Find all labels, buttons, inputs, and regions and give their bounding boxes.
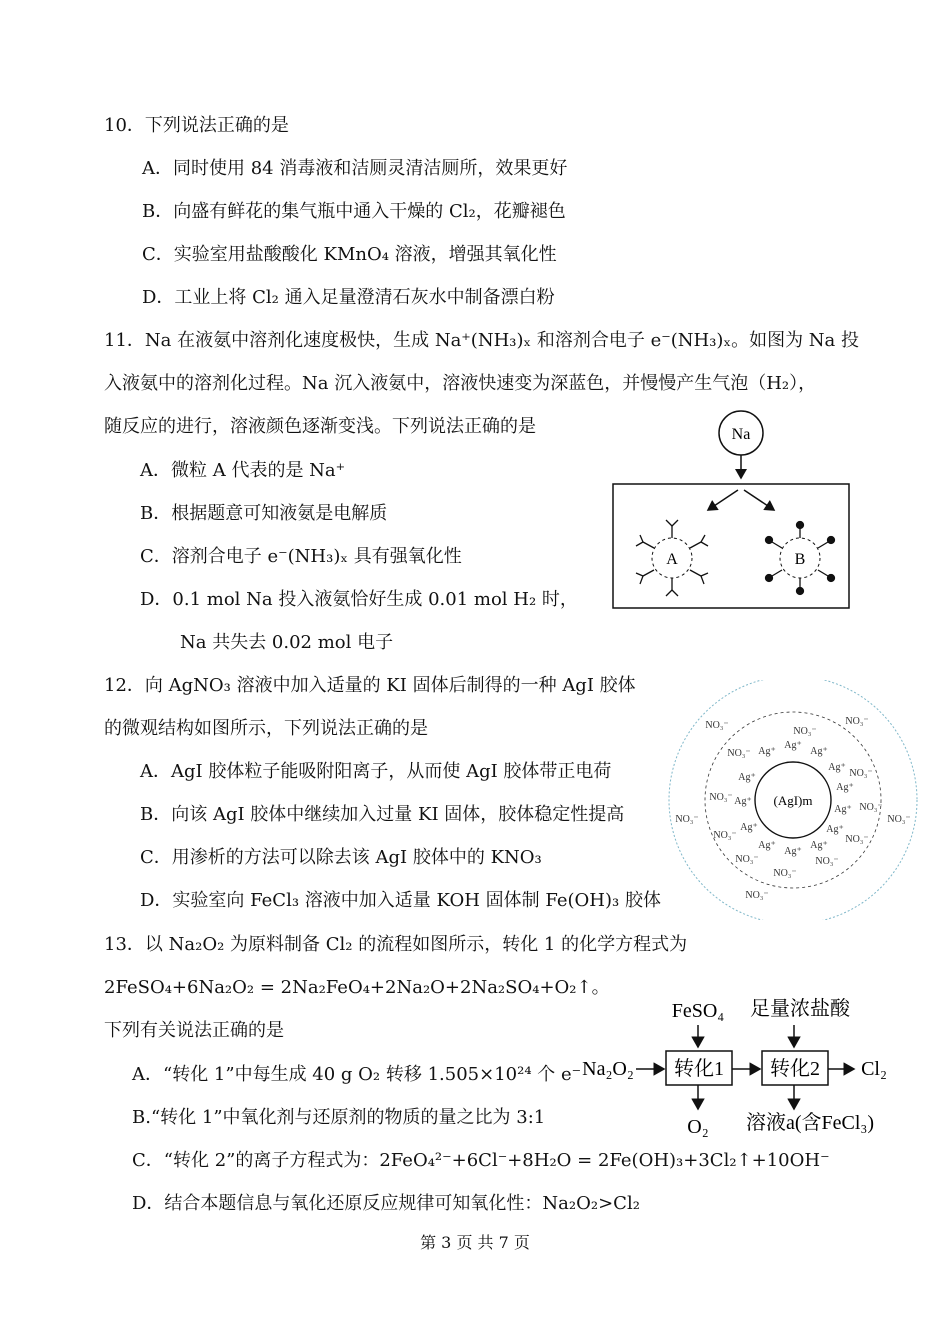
- no3-ion: NO₃⁻: [859, 802, 883, 813]
- particle-a-label: A: [666, 551, 678, 568]
- q13-option-a: A．“转化 1”中每生成 40 g O₂ 转移 1.505×10²⁴ 个 e⁻: [132, 1064, 582, 1085]
- no3-ion: NO₃⁻: [845, 716, 869, 727]
- no3-ion: NO₃⁻: [887, 814, 911, 825]
- page-footer: 第 3 页 共 7 页: [420, 1233, 530, 1252]
- q10-stem: 10．下列说法正确的是: [104, 115, 289, 136]
- ag-ion: Ag⁺: [826, 824, 844, 835]
- q13-stem-line-3: 下列有关说法正确的是: [104, 1020, 284, 1041]
- no3-ion: NO₃⁻: [713, 830, 737, 841]
- no3-ion: NO₃⁻: [745, 890, 769, 901]
- no3-ion: NO₃⁻: [845, 834, 869, 845]
- ag-ion: Ag⁺: [784, 740, 802, 751]
- transformation-2-label: 转化2: [770, 1058, 820, 1080]
- liquid-ammonia-box: [613, 484, 849, 608]
- q12-stem-line-1: 12．向 AgNO₃ 溶液中加入适量的 KI 固体后制得的一种 AgI 胶体: [104, 675, 636, 696]
- transformation-1-label: 转化1: [674, 1058, 724, 1080]
- reagent-conc-hcl: 足量浓盐酸: [750, 998, 850, 1020]
- ag-ion: Ag⁺: [758, 746, 776, 757]
- no3-ion: NO₃⁻: [815, 856, 839, 867]
- no3-ion: NO₃⁻: [735, 854, 759, 865]
- q11-stem-line-2: 入液氨中的溶剂化过程。Na 沉入液氨中，溶液快速变为深蓝色，并慢慢产生气泡（H₂），: [104, 373, 817, 394]
- q11-option-c: C．溶剂合电子 e⁻(NH₃)ₓ 具有强氧化性: [140, 546, 462, 567]
- ag-ion: Ag⁺: [758, 840, 776, 851]
- q12-stem-line-2: 的微观结构如图所示，下列说法正确的是: [104, 718, 428, 739]
- q12-agi-colloid-figure: [667, 680, 919, 920]
- q11-solvation-figure: [610, 408, 855, 610]
- ag-ion: Ag⁺: [734, 796, 752, 807]
- ag-ion: Ag⁺: [828, 762, 846, 773]
- q13-equation: 2FeSO₄+6Na₂O₂ = 2Na₂FeO₄+2Na₂O+2Na₂SO₄+O₂↑。: [104, 977, 610, 998]
- q10-option-d: D．工业上将 Cl₂ 通入足量澄清石灰水中制备漂白粉: [142, 287, 555, 308]
- ag-ion: Ag⁺: [810, 840, 828, 851]
- q11-stem-line-1: 11．Na 在液氨中溶剂化速度极快，生成 Na⁺(NH₃)ₓ 和溶剂合电子 e⁻(NH₃)ₓ。如图为 Na 投: [104, 330, 860, 351]
- q12-option-a: A．AgI 胶体粒子能吸附阳离子，从而使 AgI 胶体带正电荷: [140, 761, 612, 782]
- q11-option-a: A．微粒 A 代表的是 Na⁺: [140, 460, 346, 481]
- no3-ion: NO₃⁻: [849, 768, 873, 779]
- no3-ion: NO₃⁻: [675, 814, 699, 825]
- particle-b-label: B: [794, 551, 806, 568]
- no3-ion: NO₃⁻: [727, 748, 751, 759]
- q13-stem-line-1: 13．以 Na₂O₂ 为原料制备 Cl₂ 的流程如图所示，转化 1 的化学方程式为: [104, 934, 688, 955]
- q12-option-b: B．向该 AgI 胶体中继续加入过量 KI 固体，胶体稳定性提高: [140, 804, 625, 825]
- reagent-feso4: FeSO₄: [671, 1000, 725, 1022]
- byproduct-o2: O₂: [687, 1116, 709, 1138]
- q11-option-b: B．根据题意可知液氨是电解质: [140, 503, 388, 524]
- agi-core-label: (AgI)m: [773, 793, 813, 808]
- input-na2o2: Na₂O₂: [582, 1058, 634, 1080]
- q13-flow-diagram: [578, 993, 898, 1143]
- q11-stem-line-3: 随反应的进行，溶液颜色逐渐变浅。下列说法正确的是: [104, 416, 536, 437]
- q10-option-a: A．同时使用 84 消毒液和洁厕灵清洁厕所，效果更好: [142, 158, 568, 179]
- q13-option-d: D．结合本题信息与氧化还原反应规律可知氧化性：Na₂O₂>Cl₂: [132, 1193, 640, 1214]
- ag-ion: Ag⁺: [740, 822, 758, 833]
- no3-ion: NO₃⁻: [793, 726, 817, 737]
- q13-option-b: B.“转化 1”中氧化剂与还原剂的物质的量之比为 3:1: [132, 1107, 546, 1128]
- na-atom-label: Na: [731, 426, 751, 443]
- ag-ion: Ag⁺: [738, 772, 756, 783]
- q13-option-c: C．“转化 2”的离子方程式为：2FeO₄²⁻+6Cl⁻+8H₂O = 2Fe(OH)₃+3Cl₂↑+10OH⁻: [132, 1150, 830, 1171]
- q12-option-d: D．实验室向 FeCl₃ 溶液中加入适量 KOH 固体制 Fe(OH)₃ 胶体: [140, 890, 661, 911]
- q10-option-c: C．实验室用盐酸酸化 KMnO₄ 溶液，增强其氧化性: [142, 244, 557, 265]
- q11-option-d-continued: Na 共失去 0.02 mol 电子: [180, 632, 394, 653]
- no3-ion: NO₃⁻: [705, 720, 729, 731]
- q10-option-b: B．向盛有鲜花的集气瓶中通入干燥的 Cl₂，花瓣褪色: [142, 201, 566, 222]
- q11-option-d: D．0.1 mol Na 投入液氨恰好生成 0.01 mol H₂ 时，: [140, 589, 578, 610]
- ag-ion: Ag⁺: [784, 846, 802, 857]
- ag-ion: Ag⁺: [836, 782, 854, 793]
- ag-ion: Ag⁺: [834, 804, 852, 815]
- q12-option-c: C．用渗析的方法可以除去该 AgI 胶体中的 KNO₃: [140, 847, 542, 868]
- no3-ion: NO₃⁻: [773, 868, 797, 879]
- byproduct-solution-a: 溶液a(含FeCl₃): [745, 1112, 875, 1134]
- ag-ion: Ag⁺: [810, 746, 828, 757]
- output-cl2: Cl₂: [861, 1058, 887, 1080]
- no3-ion: NO₃⁻: [709, 792, 733, 803]
